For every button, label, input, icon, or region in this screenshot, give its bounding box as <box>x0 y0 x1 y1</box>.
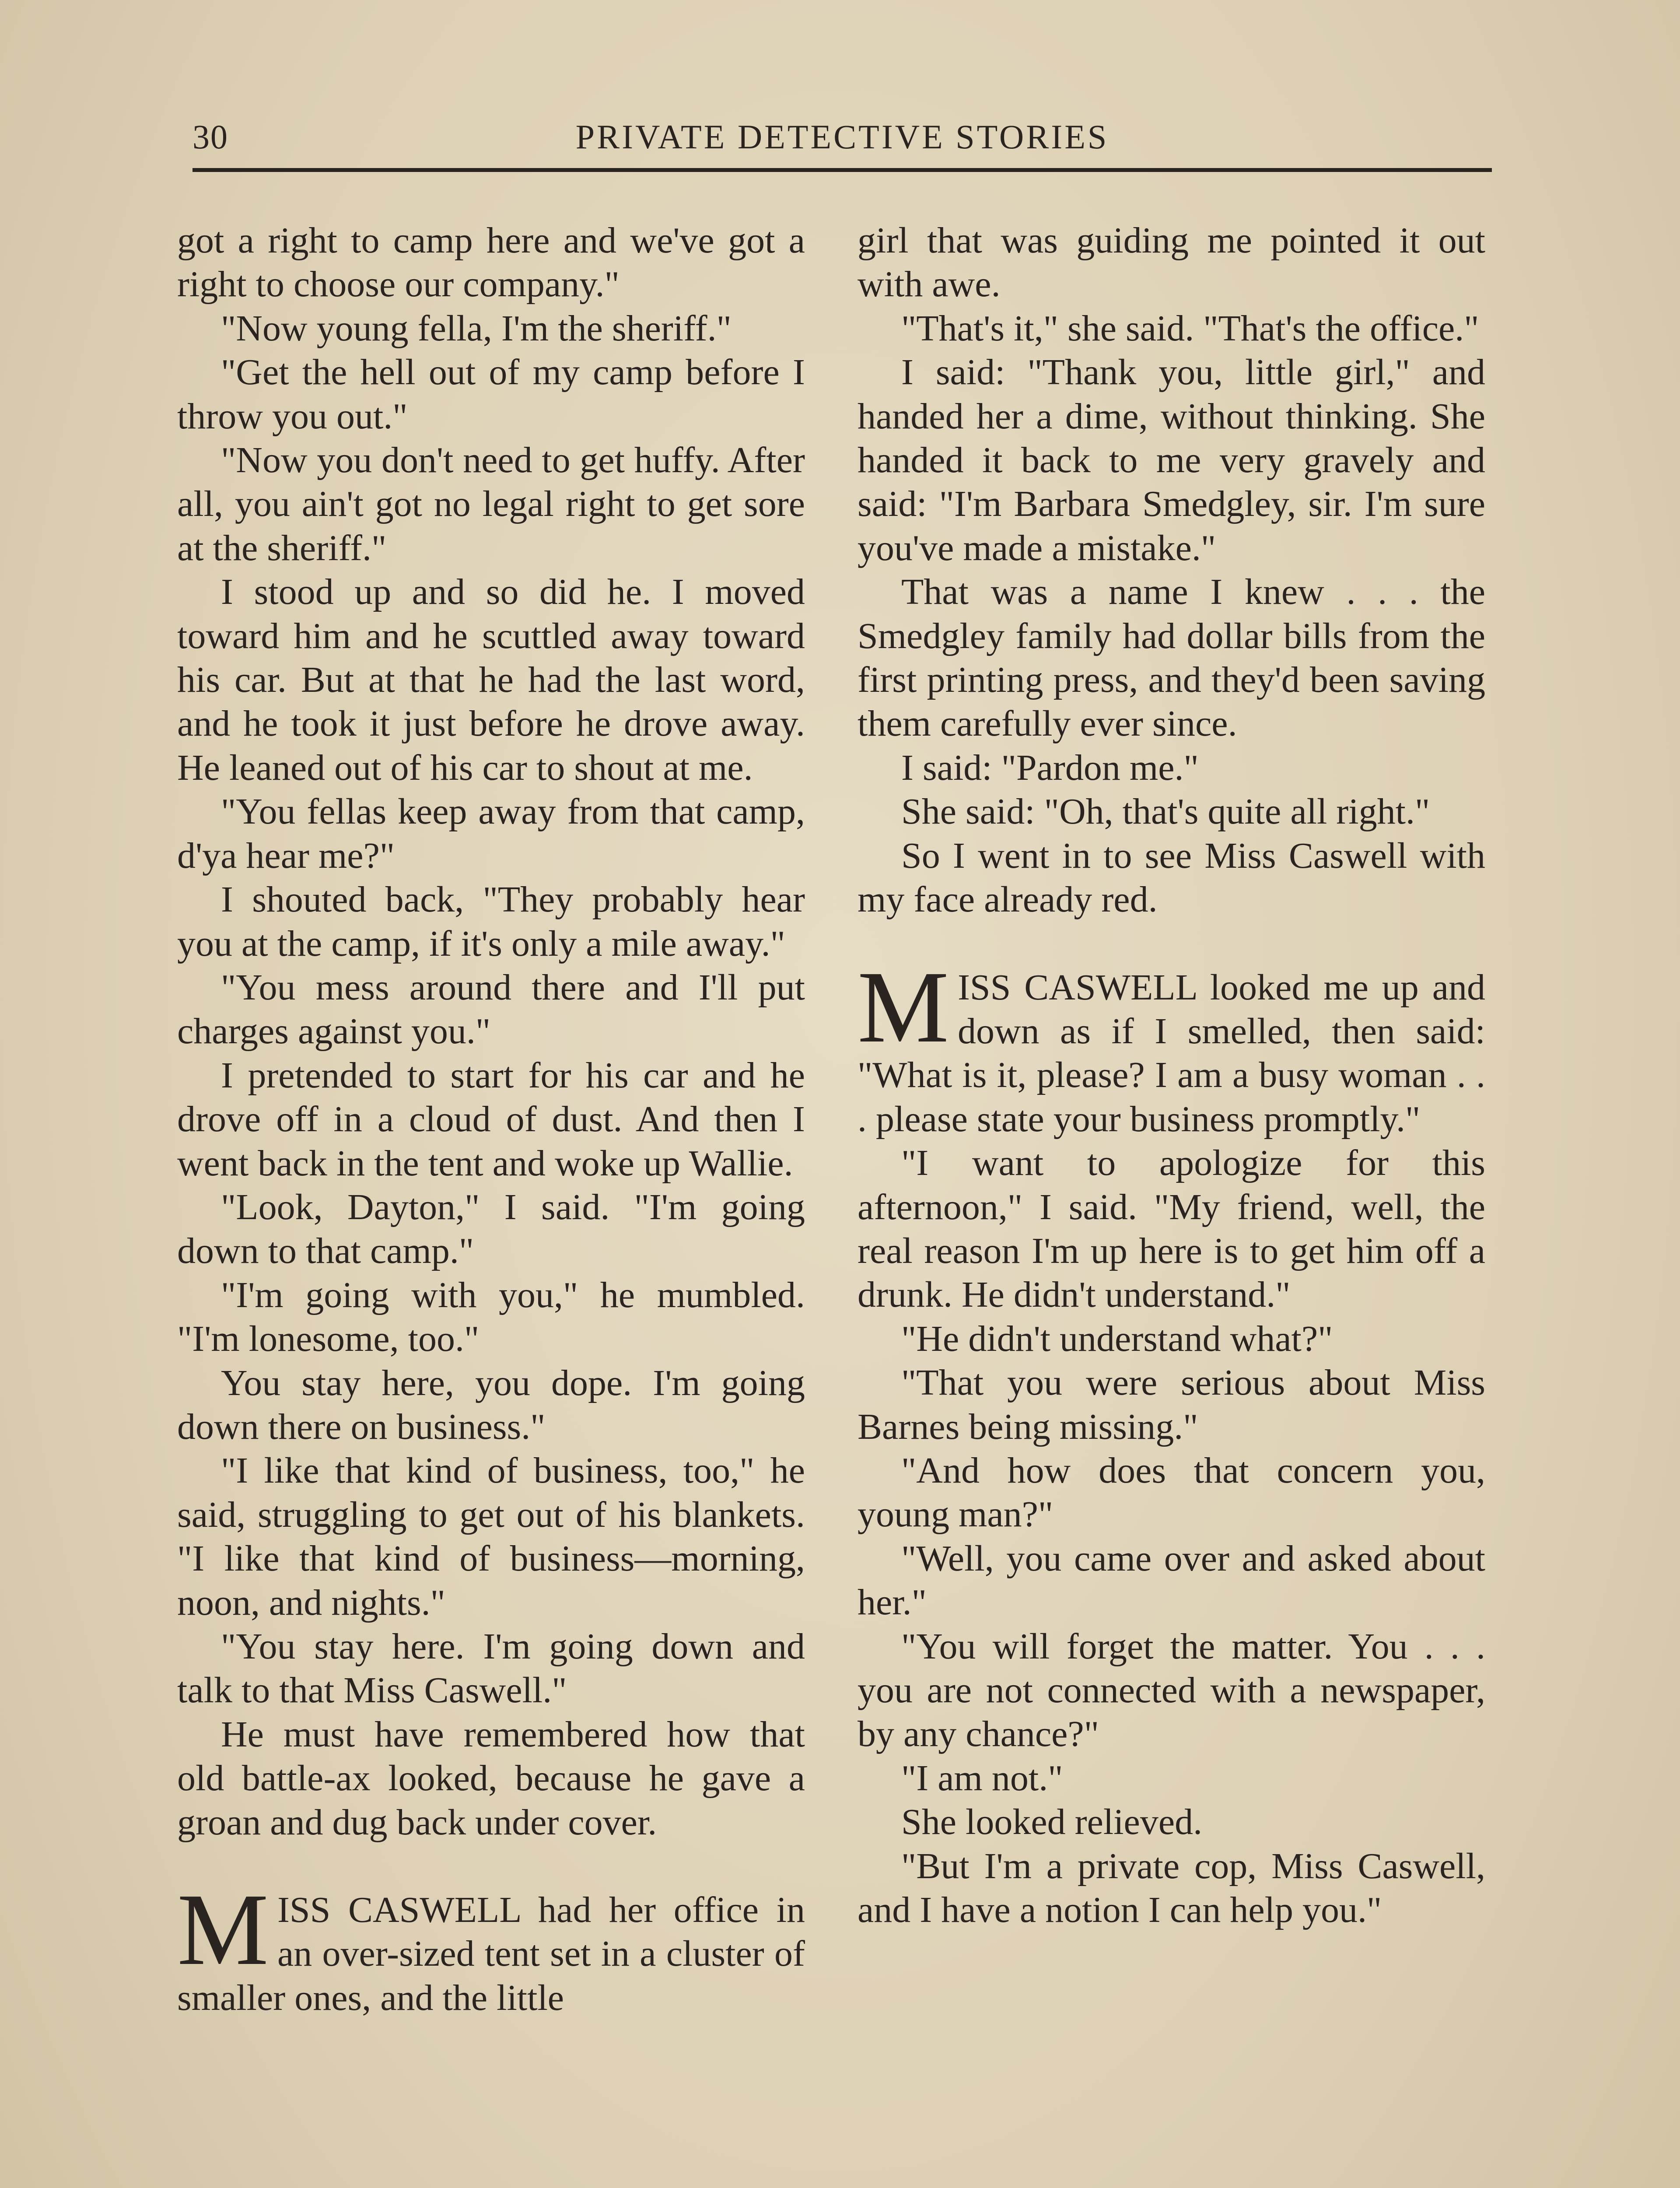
paragraph: "That you were serious about Miss Barnes being missing." <box>858 1362 1485 1447</box>
paragraph: "But I'm a private cop, Miss Caswell, and I have a notion I can help you." <box>858 1845 1485 1931</box>
paragraph: "Now young fella, I'm the sheriff." <box>221 308 732 349</box>
paragraph: "He didn't understand what?" <box>901 1318 1333 1359</box>
paragraph: "I like that kind of business, too," he said, struggling to get out of his blankets. "I like that kind of business—morning, noon, and nights." <box>177 1450 805 1623</box>
paragraph: "And how does that concern you, young man?" <box>858 1450 1485 1535</box>
paragraph: So I went in to see Miss Caswell with my face already red. <box>858 835 1485 920</box>
paragraph: "Well, you came over and asked about her." <box>858 1538 1485 1623</box>
paragraph: I said: "Pardon me." <box>901 747 1199 788</box>
paragraph: She said: "Oh, that's quite all right." <box>901 791 1430 832</box>
paragraph: I stood up and so did he. I moved toward him and he scuttled away toward his car. But at that he had the last word, and he took it just before he drove away. He leaned out of his car to shout at me. <box>177 572 805 788</box>
paragraph: "That's it," she said. "That's the office." <box>901 308 1479 349</box>
page-header <box>192 117 1492 165</box>
paragraph: "You fellas keep away from that camp, d'ya hear me?" <box>177 791 805 876</box>
section-opening-paragraph: MISS CASWELL looked me up and down as if I smelled, then said: "What is it, please? I am a busy woman . . . please state your business promptly." <box>858 950 1485 1140</box>
paragraph: "You will forget the matter. You . . . you are not connected with a newspaper, by any chance?" <box>858 1626 1485 1755</box>
right-column <box>858 219 1485 2188</box>
paragraph: I said: "Thank you, little girl," and handed her a dime, without thinking. She handed it back to me very gravely and said: "I'm Barbara Smedgley, sir. I'm sure you've made a mistake." <box>858 352 1485 568</box>
paragraph: "You mess around there and I'll put charges against you." <box>177 967 805 1052</box>
paragraph: That was a name I knew . . . the Smedgley family had dollar bills from the first printing press, and they'd been saving them carefully ever since. <box>858 572 1485 744</box>
page-number: 30 <box>192 118 228 156</box>
paragraph: "You stay here. I'm going down and talk to that Miss Caswell." <box>177 1626 805 1711</box>
paragraph: I pretended to start for his car and he drove off in a cloud of dust. And then I went back in the tent and woke up Wallie. <box>177 1055 805 1184</box>
paragraph: She looked relieved. <box>901 1802 1203 1843</box>
header-rule <box>192 168 1492 172</box>
paragraph: He must have remembered how that old battle-ax looked, because he gave a groan and dug back under cover. <box>177 1714 805 1843</box>
paragraph: "I'm going with you," he mumbled. "I'm lonesome, too." <box>177 1274 805 1360</box>
left-column <box>177 219 805 2188</box>
paragraph: got a right to camp here and we've got a right to choose our company." <box>177 220 805 305</box>
paragraph: "I am not." <box>901 1757 1063 1799</box>
paragraph: "I want to apologize for this afternoon," I said. "My friend, well, the real reason I'm up here is to get him off a drunk. He didn't understand." <box>858 1143 1485 1315</box>
running-title: PRIVATE DETECTIVE STORIES <box>575 118 1109 156</box>
paragraph: "Look, Dayton," I said. "I'm going down to that camp." <box>177 1186 805 1272</box>
section-opening-paragraph: MISS CASWELL had her office in an over-sized tent set in a cluster of smaller ones, and the little <box>177 1872 805 2018</box>
paragraph: girl that was guiding me pointed it out with awe. <box>858 220 1485 305</box>
paragraph: "Now you don't need to get huffy. After all, you ain't got no legal right to get sore at the sheriff." <box>177 440 805 568</box>
paragraph: I shouted back, "They probably hear you at the camp, if it's only a mile away." <box>177 879 805 964</box>
paragraph: "Get the hell out of my camp before I throw you out." <box>177 352 805 437</box>
paragraph: You stay here, you dope. I'm going down there on business." <box>177 1362 805 1447</box>
